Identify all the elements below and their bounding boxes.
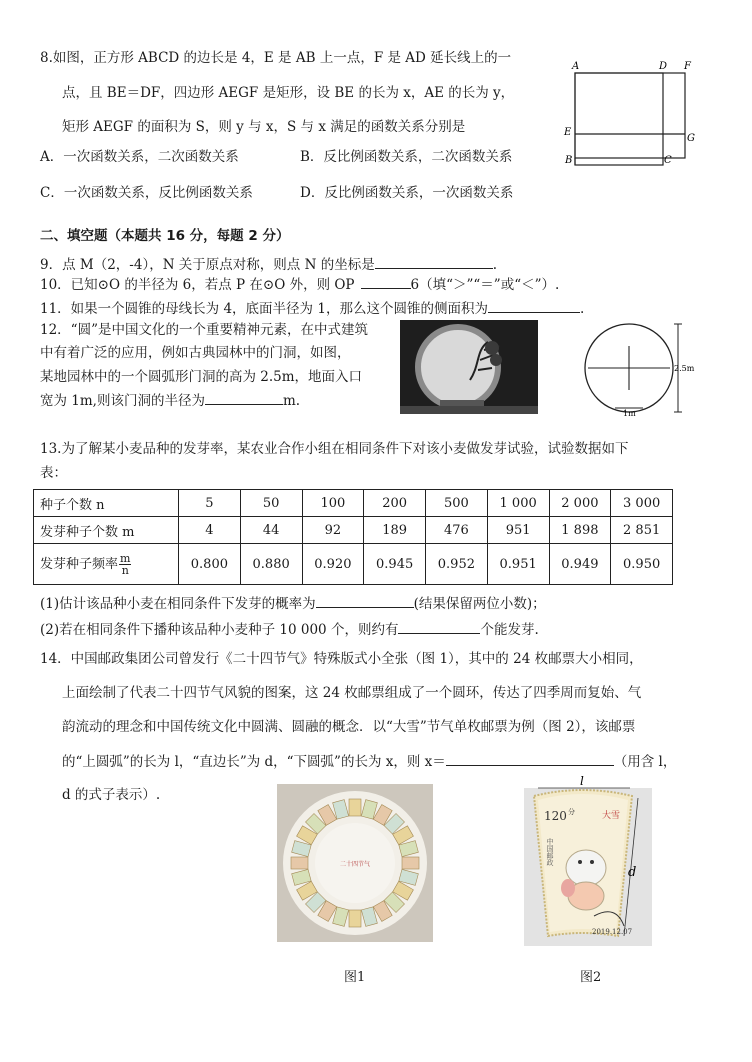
ring-stamp	[349, 799, 361, 816]
q14-line4	[62, 752, 676, 771]
q10	[40, 275, 559, 294]
frac-num: m	[120, 551, 131, 565]
table-cell: 0.920	[302, 544, 364, 585]
table-cell: 200	[364, 490, 426, 517]
table-row	[34, 517, 673, 544]
q13-sub1-end: (结果保留两位小数)；	[413, 596, 546, 612]
fig2-caption: 图2	[580, 970, 602, 985]
table-cell: 951	[487, 517, 549, 544]
table-cell: 50	[240, 490, 302, 517]
label-d: D	[659, 61, 668, 72]
table-cell: 100	[302, 490, 364, 517]
table-cell: 3 000	[611, 490, 673, 517]
table-cell: 4	[179, 517, 241, 544]
table-cell: 0.951	[487, 544, 549, 585]
q14-line4-text: 的“上圆弧”的长为 l，“直边长”为 d，“下圆弧”的长为 x，则 x＝	[62, 754, 446, 770]
q12-line4-text: 宽为 1m,则该门洞的半径为	[40, 393, 205, 409]
q13-sub1	[40, 594, 546, 613]
table-cell: 189	[364, 517, 426, 544]
q8-option-a: A．一次函数关系，二次函数关系	[40, 149, 239, 165]
table-cell: 0.952	[426, 544, 488, 585]
row-label-n: 种子个数 n	[34, 490, 179, 517]
q13-sub1-blank[interactable]	[316, 594, 414, 608]
table-cell: 0.945	[364, 544, 426, 585]
stamp-bird-illustration	[566, 850, 606, 886]
q14-line3: 韵流动的理念和中国传统文化中圆满、圆融的概念．以“大雪”节气单枚邮票为例（图 2），该邮票	[62, 719, 636, 735]
q8-line3: 矩形 AEGF 的面积为 S，则 y 与 x，S 与 x 满足的函数关系分别是	[62, 119, 466, 135]
q12-line4-end: m.	[282, 393, 301, 409]
q9-text: 9．点 M（2，-4），N 关于原点对称，则点 N 的坐标是	[40, 257, 375, 273]
q14-line2: 上面绘制了代表二十四节气风貌的图案，这 24 枚邮票组成了一个圆环，传达了四季周而复始、气	[62, 685, 642, 701]
q11-answer-blank[interactable]	[488, 299, 580, 313]
q13-sub2-blank[interactable]	[398, 620, 480, 634]
q12-line3: 某地园林中的一个圆弧形门洞的高为 2.5m，地面入口	[40, 369, 363, 385]
table-cell: 2 851	[611, 517, 673, 544]
q10-answer-blank[interactable]	[361, 275, 411, 289]
q11	[40, 299, 584, 318]
table-row	[34, 490, 673, 517]
diagram-height-label: 2.5m	[674, 364, 695, 373]
stamp-country-text: 中国邮政	[546, 838, 554, 866]
square-abcd	[575, 73, 663, 165]
fig2-label-d: d	[628, 865, 637, 880]
q9-answer-blank[interactable]	[375, 255, 493, 269]
fraction-m-over-n	[119, 553, 131, 576]
table-cell: 0.949	[549, 544, 611, 585]
stamp-daxue-figure	[524, 776, 652, 946]
q13-sub2-text: (2)若在相同条件下播种该品种小麦种子 10 000 个，则约有	[40, 622, 399, 638]
q8-option-d: D．反比例函数关系，一次函数关系	[300, 185, 514, 201]
q9	[40, 255, 497, 274]
germination-table	[33, 489, 673, 585]
table-cell: 92	[302, 517, 364, 544]
table-row	[34, 544, 673, 585]
q14-line5: d 的式子表示）.	[62, 787, 161, 803]
row-label-m: 发芽种子个数 m	[34, 517, 179, 544]
table-cell: 500	[426, 490, 488, 517]
q14-answer-blank[interactable]	[446, 752, 614, 766]
table-cell: 1 000	[487, 490, 549, 517]
q12-line2: 中有着广泛的应用，例如古典园林中的门洞，如图，	[40, 345, 351, 361]
q8-geometry-figure	[560, 55, 710, 170]
stamp-postmark: 2019.12.07	[592, 928, 633, 936]
q13-line1: 13.为了解某小麦品种的发芽率，某农业合作小组在相同条件下对该小麦做发芽试验，试验数据如下	[40, 441, 629, 457]
diagram-width-label: 1m	[623, 409, 636, 418]
q10-text: 10．已知⊙O 的半径为 6，若点 P 在⊙O 外，则 OP	[40, 277, 355, 293]
q11-end: .	[579, 301, 585, 317]
freq-label-text: 发芽种子频率	[40, 556, 119, 572]
q13-sub2	[40, 620, 539, 639]
ring-stamp	[402, 857, 419, 869]
q13-sub1-text: (1)估计该品种小麦在相同条件下发芽的概率为	[40, 596, 316, 612]
q12-line4	[40, 391, 300, 410]
frac-den: n	[121, 563, 129, 577]
moon-gate-diagram	[578, 318, 698, 418]
q11-text: 11．如果一个圆锥的母线长为 4，底面半径为 1，那么这个圆锥的侧面积为	[40, 301, 488, 317]
q8-option-b: B．反比例函数关系，二次函数关系	[300, 149, 513, 165]
stamp-name: 大雪	[602, 811, 621, 821]
stamp-ring-figure	[277, 784, 433, 942]
stamp-value: 120	[544, 809, 567, 823]
q10-end: 6（填“＞”“＝”或“＜”）.	[410, 277, 560, 293]
table-cell: 0.800	[179, 544, 241, 585]
row-label-freq	[34, 544, 179, 585]
label-a: A	[572, 61, 580, 72]
table-cell: 44	[240, 517, 302, 544]
q14-line1: 14．中国邮政集团公司曾发行《二十四节气》特殊版式小全张（图 1），其中的 24 枚邮票大小相同，	[40, 651, 643, 667]
stamp-unit: 分	[568, 808, 575, 816]
section-title: 二、填空题（本题共 16 分，每题 2 分）	[40, 228, 290, 244]
table-cell: 0.880	[240, 544, 302, 585]
q8-line1: 8.如图，正方形 ABCD 的边长是 4，E 是 AB 上一点，F 是 AD 延长线上的一	[40, 50, 512, 66]
rect-aegf	[575, 73, 685, 158]
q12-answer-blank[interactable]	[205, 391, 283, 405]
ring-stamp	[349, 910, 361, 927]
fig1-caption: 图1	[344, 970, 366, 985]
ring-center-title: 二十四节气	[339, 861, 371, 868]
fig2-label-l: l	[580, 776, 584, 788]
label-g: G	[687, 133, 695, 144]
q13-line2: 表：	[40, 465, 67, 481]
label-c: C	[664, 155, 672, 166]
q8-line2: 点，且 BE＝DF，四边形 AEGF 是矩形，设 BE 的长为 x，AE 的长为 y，	[62, 85, 515, 101]
ring-stamp	[291, 857, 308, 869]
table-cell: 0.950	[611, 544, 673, 585]
label-f: F	[684, 61, 691, 72]
table-cell: 5	[179, 490, 241, 517]
moon-gate-photo	[400, 320, 538, 414]
q14-line4-end: （用含 l，	[613, 754, 677, 770]
q8-option-c: C．一次函数关系，反比例函数关系	[40, 185, 253, 201]
q9-end: .	[492, 257, 497, 273]
label-e: E	[564, 127, 572, 138]
q12-line1: 12．“圆”是中国文化的一个重要精神元素，在中式建筑	[40, 322, 368, 338]
label-b: B	[565, 155, 573, 166]
table-cell: 476	[426, 517, 488, 544]
table-cell: 2 000	[549, 490, 611, 517]
table-cell: 1 898	[549, 517, 611, 544]
q13-sub2-end: 个能发芽.	[480, 622, 539, 638]
